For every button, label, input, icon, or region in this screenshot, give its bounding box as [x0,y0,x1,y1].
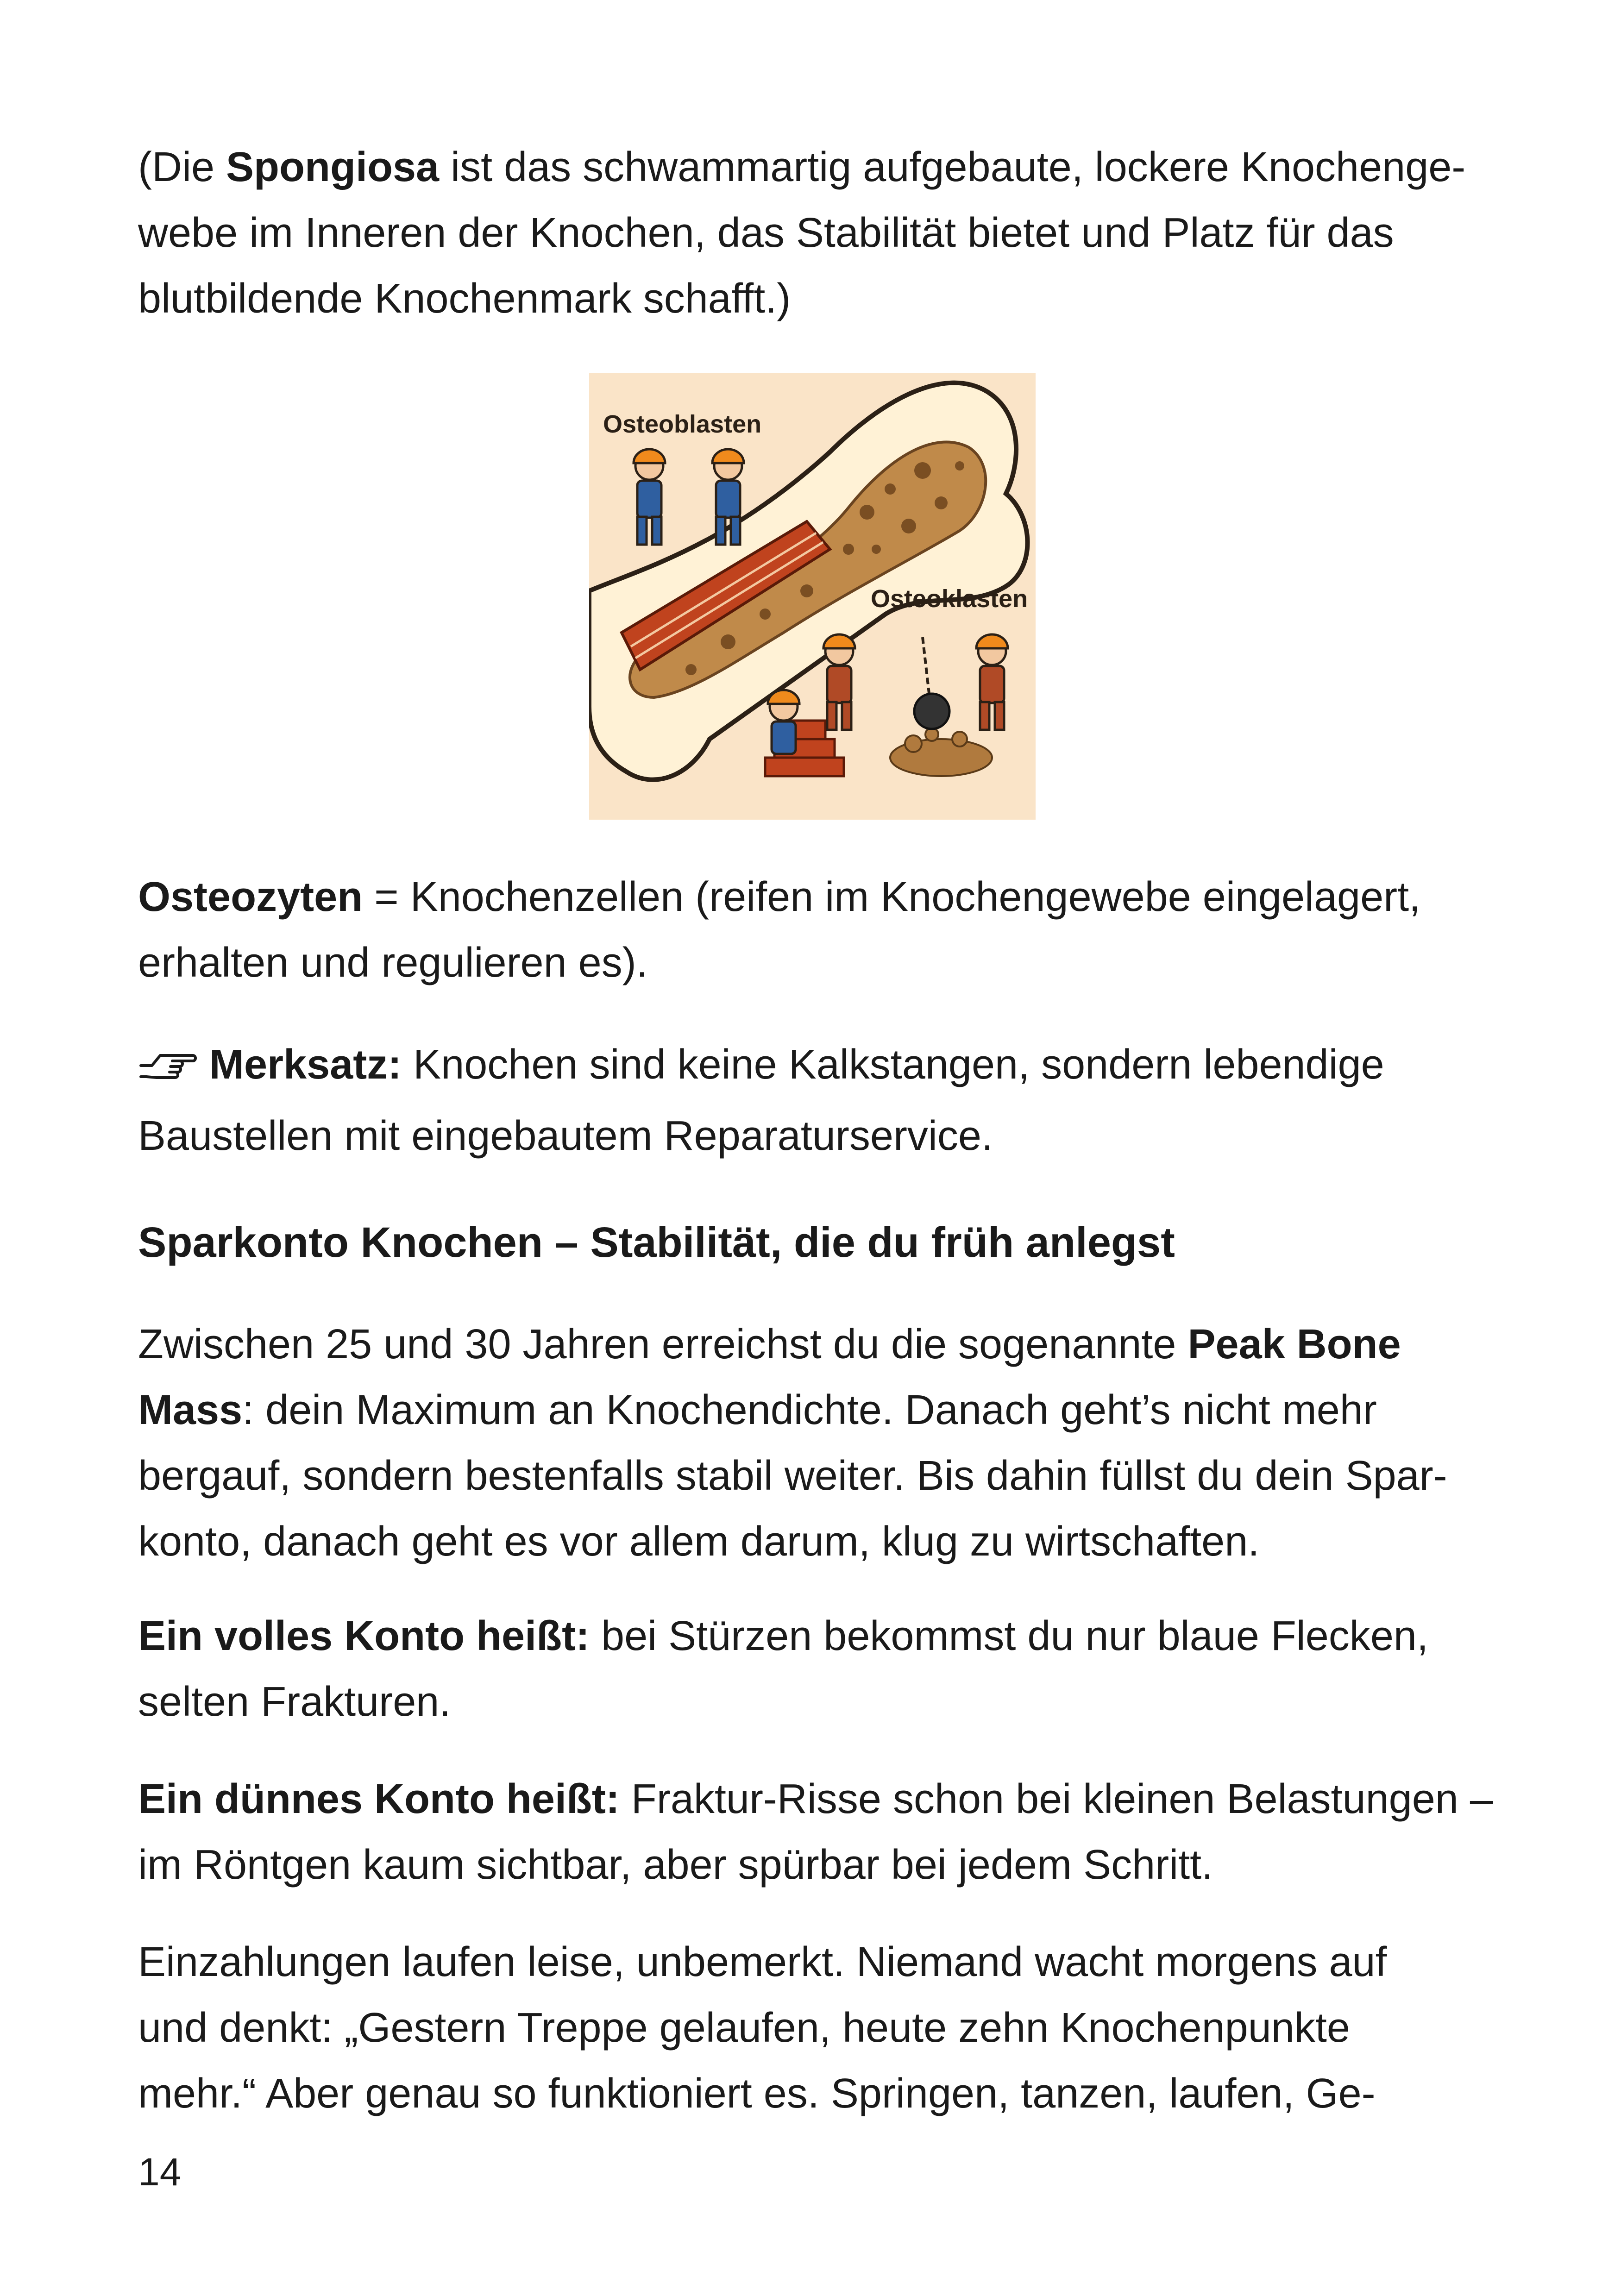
text-span: Zwischen 25 und 30 Jahren erreichst du die sogenannte [138,1321,1188,1368]
text-span: (Die [138,144,226,190]
text-line: erhalten und regulieren es). [138,940,648,986]
text-line: blutbildende Knochenmark schafft.) [138,276,791,322]
paragraph-volles-konto [138,1603,1490,1735]
bold-volles-konto: Ein volles Konto heißt: [138,1613,590,1659]
bone-illustration [589,373,1036,820]
bone-construction-svg [589,373,1036,820]
bold-term-peak-bone: Peak Bone [1187,1321,1401,1368]
text-line [138,1377,1490,1443]
text-line: Einzahlungen laufen leise, unbemerkt. Niemand wacht morgens auf [138,1939,1387,1985]
text-line [138,1032,1490,1103]
bold-term-osteozyten: Osteozyten [138,874,363,920]
text-line: mehr.“ Aber genau so funktioniert es. Springen, tanzen, laufen, Ge- [138,2070,1376,2117]
text-span: bei Stürzen bekommst du nur blaue Flecken, [590,1613,1428,1659]
text-line [138,1311,1490,1377]
text-line [138,1766,1493,1832]
paragraph-merksatz [138,1032,1490,1169]
text-line [138,134,1490,200]
label-osteoblasten: Osteoblasten [603,410,762,438]
text-line: bergauf, sondern bestenfalls stabil weiter. Bis dahin füllst du dein Spar- [138,1453,1447,1499]
text-line [138,1603,1490,1669]
section-heading: Sparkonto Knochen – Stabilität, die du früh anlegst [138,1219,1175,1266]
pointing-hand-icon [138,1037,197,1103]
text-line: konto, danach geht es vor allem darum, klug zu wirtschaften. [138,1518,1260,1565]
text-span: : dein Maximum an Knochendichte. Danach geht’s nicht mehr [242,1387,1377,1433]
bold-merksatz: Merksatz: [209,1041,402,1088]
text-line: und denkt: „Gestern Treppe gelaufen, heute zehn Knochenpunkte [138,2005,1350,2051]
paragraph-einzahlungen [138,1929,1490,2127]
paragraph-spongiosa [138,134,1490,332]
label-osteoklasten: Osteoklasten [871,585,1028,613]
text-line: im Röntgen kaum sichtbar, aber spürbar bei jedem Schritt. [138,1842,1213,1888]
bold-term-mass: Mass [138,1387,243,1433]
paragraph-duennes-konto [138,1766,1493,1898]
paragraph-osteozyten [138,864,1490,996]
text-span: ist das schwammartig aufgebaute, lockere Knochenge- [439,144,1466,190]
bold-term-spongiosa: Spongiosa [226,144,440,190]
text-line: selten Frakturen. [138,1679,451,1725]
paragraph-peak-bone-mass [138,1311,1490,1575]
text-line: Baustellen mit eingebautem Reparaturservice. [138,1113,993,1159]
bold-duennes-konto: Ein dünnes Konto heißt: [138,1776,620,1822]
text-span: Knochen sind keine Kalkstangen, sondern lebendige [402,1041,1384,1088]
text-line [138,864,1490,930]
text-span: Fraktur-Risse schon bei kleinen Belastungen – [619,1776,1493,1822]
text-line: webe im Inneren der Knochen, das Stabilität bietet und Platz für das [138,210,1394,256]
text-span: = Knochenzellen (reifen im Knochengewebe eingelagert, [363,874,1421,920]
page-number: 14 [138,2150,182,2194]
